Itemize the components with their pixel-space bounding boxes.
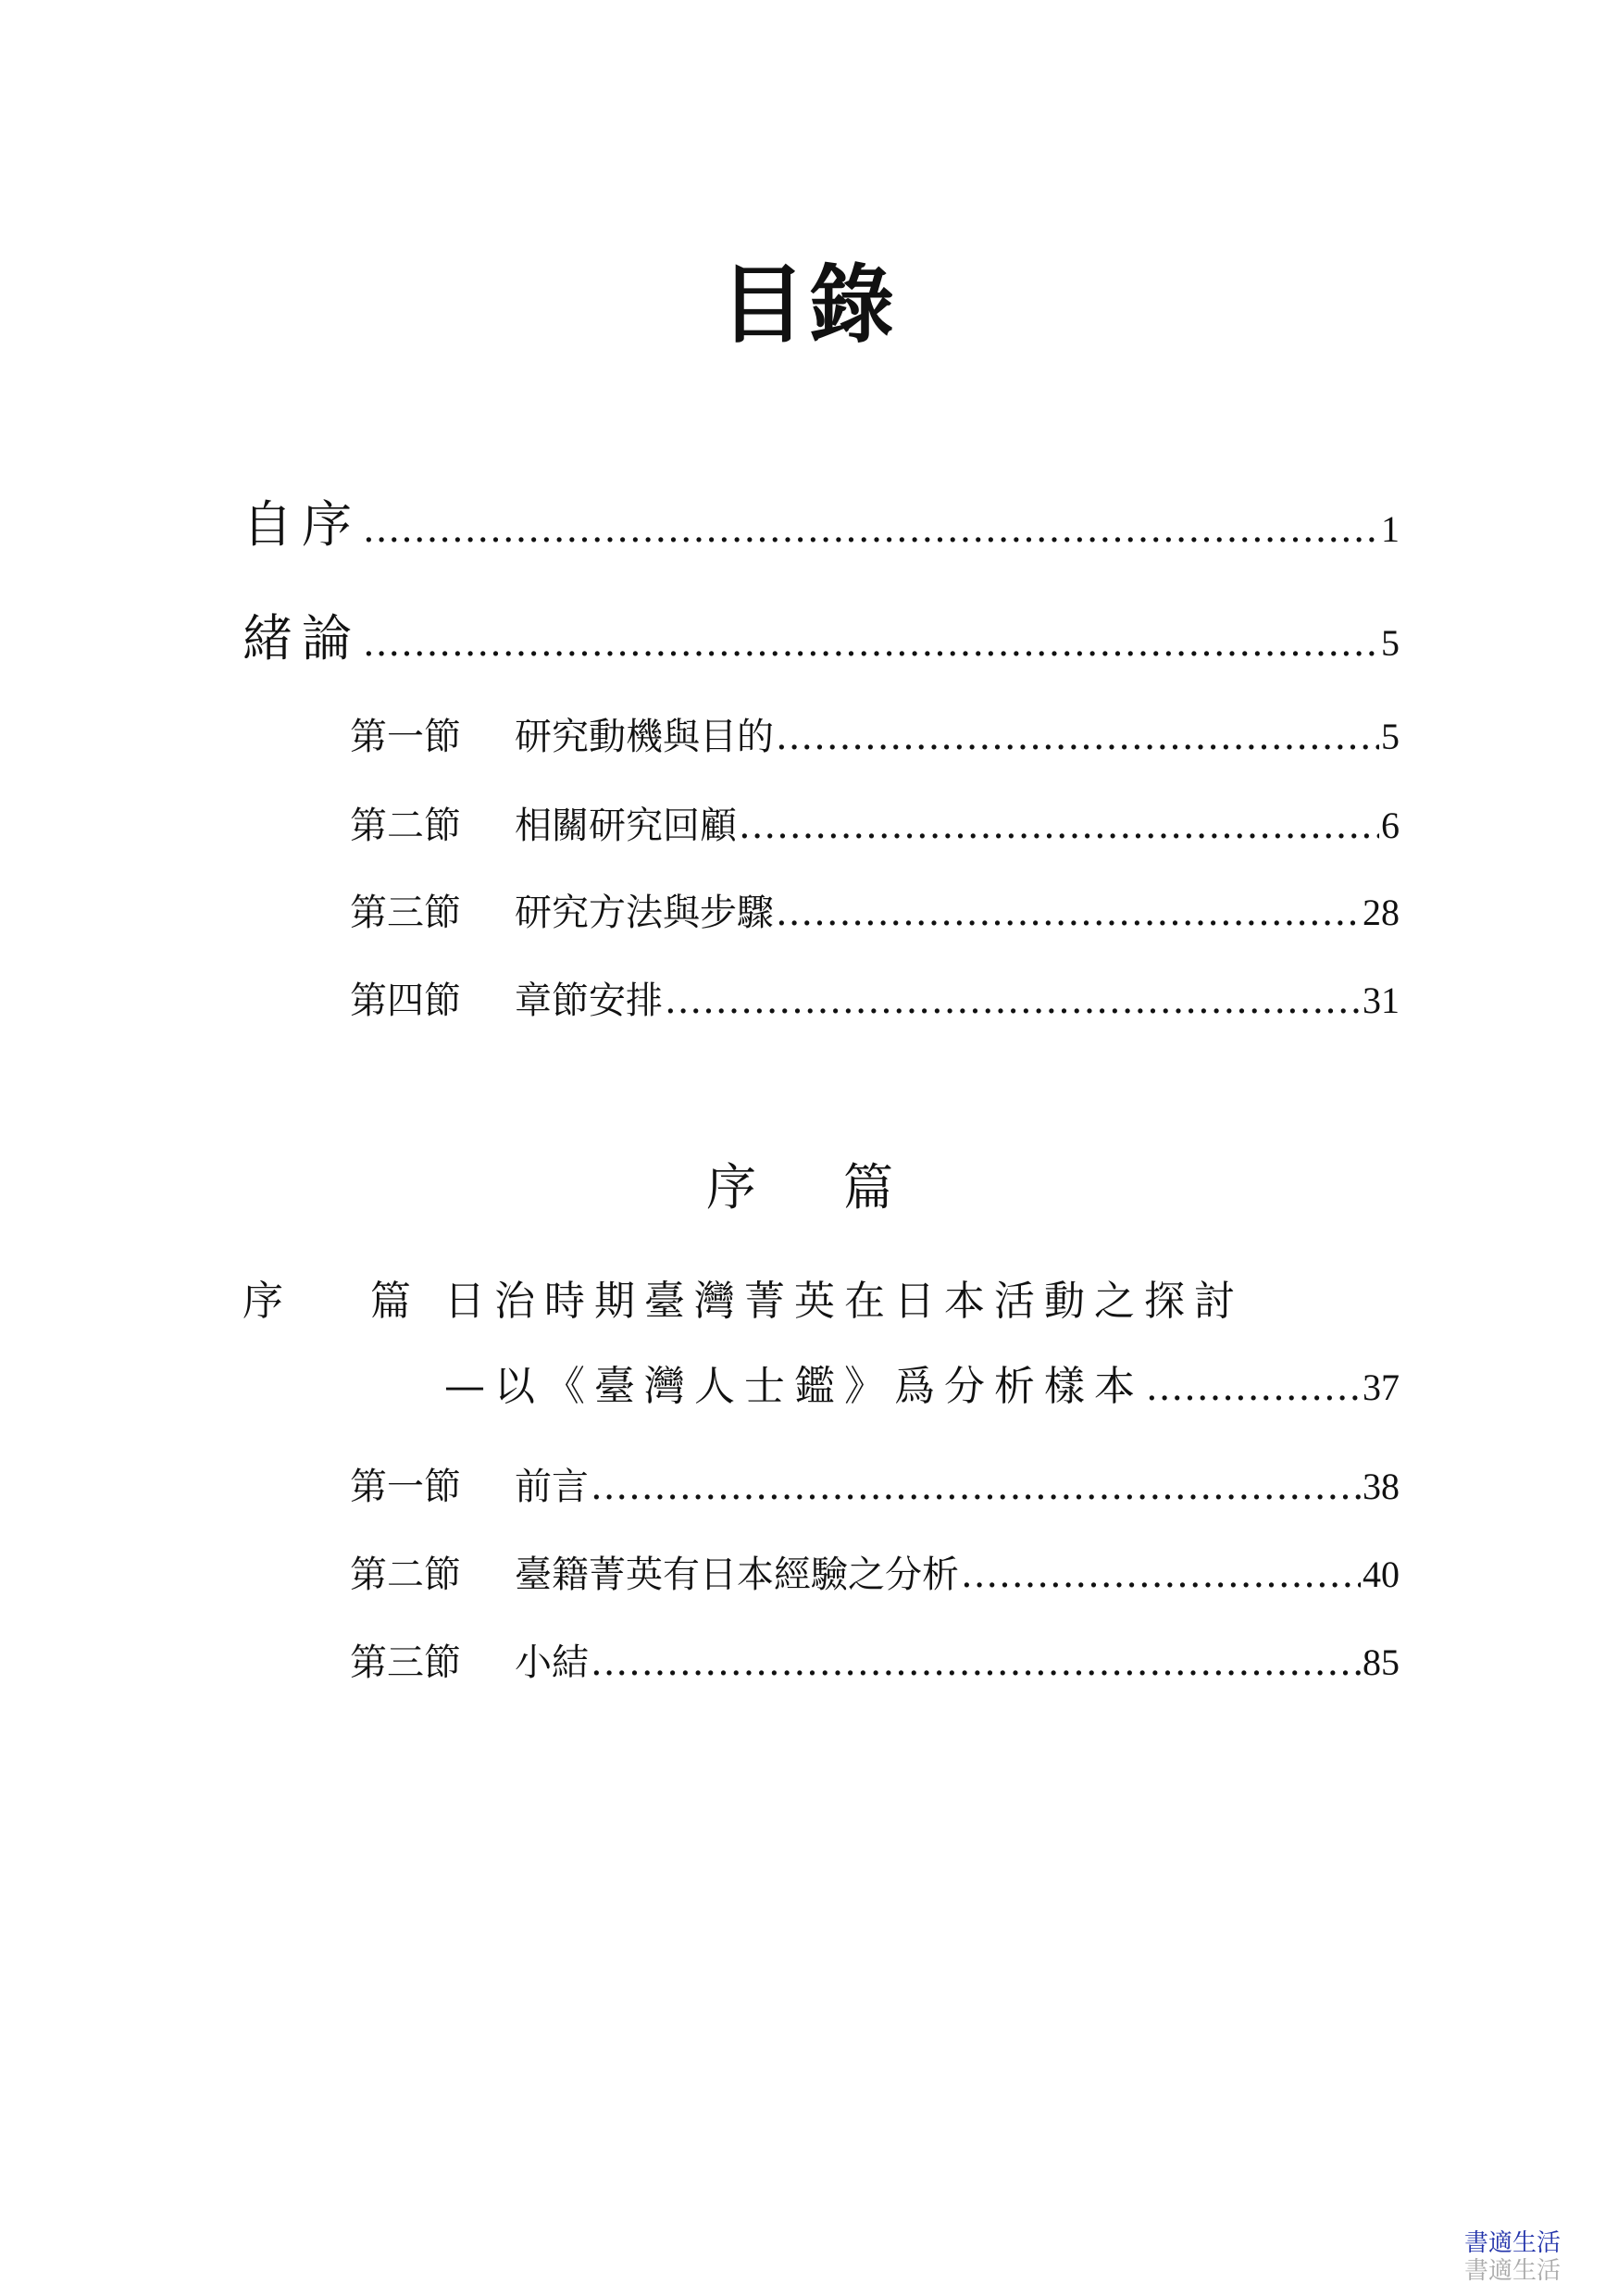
watermark-line2: 書適生活 (1464, 2257, 1562, 2285)
toc-page-number: 31 (1363, 980, 1400, 1021)
section-title: 臺籍菁英有日本經驗之分析 (515, 1554, 959, 1596)
section-number: 第二節 (350, 1554, 461, 1596)
section-title: 研究方法與步驟 (515, 892, 774, 934)
prelude-title-line2: —以《臺灣人士鑑》爲分析樣本 (444, 1363, 1144, 1410)
toc-entry-label: 自序 (243, 495, 361, 554)
toc-section[interactable] (350, 711, 1400, 763)
section-title: 小結 (515, 1641, 589, 1684)
section-title: 章節安排 (515, 980, 663, 1022)
part-heading: 序 篇 (706, 1158, 912, 1217)
toc-section[interactable] (350, 887, 1400, 939)
prelude-title-line1: 日治時期臺灣菁英在日本活動之探討 (444, 1278, 1244, 1325)
toc-page-number: 85 (1363, 1641, 1400, 1683)
toc-section[interactable] (350, 975, 1400, 1027)
toc-page-number: 37 (1363, 1366, 1400, 1408)
toc-section[interactable] (350, 1637, 1400, 1689)
toc-entry-preface[interactable] (243, 493, 1400, 562)
dot-leader (739, 800, 1379, 852)
toc-page-number: 28 (1363, 892, 1400, 933)
dot-leader (665, 975, 1361, 1027)
toc-section[interactable] (350, 1549, 1400, 1601)
toc-page-number: 40 (1363, 1554, 1400, 1595)
section-number: 第二節 (350, 805, 461, 847)
toc-page-number: 5 (1381, 622, 1400, 664)
toc-page-number: 1 (1381, 508, 1400, 550)
section-number: 第一節 (350, 716, 461, 758)
section-title: 前言 (515, 1466, 589, 1508)
toc-entry-prelude-subtitle[interactable] (444, 1359, 1400, 1416)
toc-section[interactable] (350, 800, 1400, 852)
page-title: 目錄 (719, 256, 898, 355)
toc-page-number: 38 (1363, 1466, 1400, 1507)
section-number: 第四節 (350, 980, 461, 1022)
toc-entry-prelude-title[interactable] (243, 1274, 1244, 1329)
dot-leader (591, 1637, 1361, 1689)
dot-leader (1146, 1360, 1361, 1416)
watermark-stamp (1464, 2229, 1561, 2285)
prelude-tag: 序 篇 (243, 1278, 448, 1325)
toc-section[interactable] (350, 1461, 1400, 1513)
section-title: 相關研究回顧 (515, 805, 737, 847)
watermark-line1: 書適生活 (1464, 2229, 1562, 2257)
toc-entry-introduction[interactable] (243, 606, 1400, 676)
dot-leader (776, 887, 1361, 939)
dot-leader (776, 711, 1379, 763)
dot-leader (591, 1461, 1361, 1513)
dot-leader (363, 497, 1379, 562)
section-number: 第三節 (350, 892, 461, 934)
dot-leader (363, 611, 1379, 676)
dot-leader (961, 1549, 1361, 1601)
section-number: 第三節 (350, 1641, 461, 1684)
section-title: 研究動機與目的 (515, 716, 774, 758)
toc-entry-label: 緒論 (243, 609, 361, 668)
section-number: 第一節 (350, 1466, 461, 1508)
toc-page-number: 5 (1381, 716, 1400, 757)
toc-page-number: 6 (1381, 805, 1400, 846)
